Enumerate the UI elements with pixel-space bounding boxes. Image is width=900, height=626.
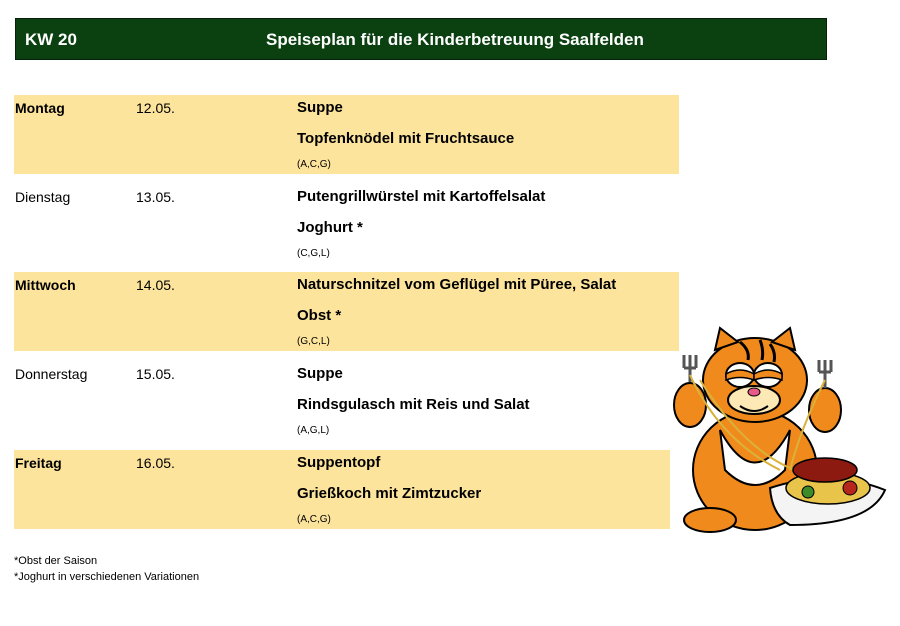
day-name: Dienstag (15, 189, 71, 205)
day-row-friday (14, 450, 670, 529)
footnote-yogurt: *Joghurt in verschiedenen Variationen (14, 571, 200, 583)
footnote-fruit: *Obst der Saison (14, 555, 98, 567)
meal-1: Naturschnitzel vom Geflügel mit Püree, Salat (297, 276, 617, 293)
week-label: KW 20 (25, 30, 77, 49)
meal-2: Topfenknödel mit Fruchtsauce (297, 130, 515, 147)
day-row-thursday (14, 361, 679, 440)
day-row-tuesday (14, 184, 679, 263)
allergens: (A,G,L) (297, 425, 330, 436)
day-name: Donnerstag (15, 366, 88, 382)
day-date: 16.05. (136, 455, 175, 471)
day-date: 12.05. (136, 100, 175, 116)
menu-title: Speiseplan für die Kinderbetreuung Saalfelden (266, 30, 644, 49)
meal-2: Grießkoch mit Zimtzucker (297, 485, 482, 502)
meal-1: Putengrillwürstel mit Kartoffelsalat (297, 188, 546, 205)
day-date: 13.05. (136, 189, 175, 205)
day-name: Mittwoch (15, 277, 76, 293)
day-name: Montag (15, 100, 65, 116)
day-row-monday (14, 95, 679, 174)
day-date: 14.05. (136, 277, 175, 293)
day-date: 15.05. (136, 366, 175, 382)
meal-2: Obst * (297, 307, 342, 324)
garfield-illustration (660, 320, 890, 542)
meal-2: Rindsgulasch mit Reis und Salat (297, 396, 530, 413)
meal-1: Suppe (297, 365, 343, 382)
meal-2: Joghurt * (297, 219, 363, 236)
allergens: (G,C,L) (297, 336, 330, 347)
meal-1: Suppentopf (297, 454, 381, 471)
allergens: (A,C,G) (297, 159, 331, 170)
allergens: (C,G,L) (297, 248, 330, 259)
meal-1: Suppe (297, 99, 343, 116)
allergens: (A,C,G) (297, 514, 331, 525)
day-row-wednesday (14, 272, 679, 351)
day-name: Freitag (15, 455, 62, 471)
menu-header (15, 18, 827, 60)
